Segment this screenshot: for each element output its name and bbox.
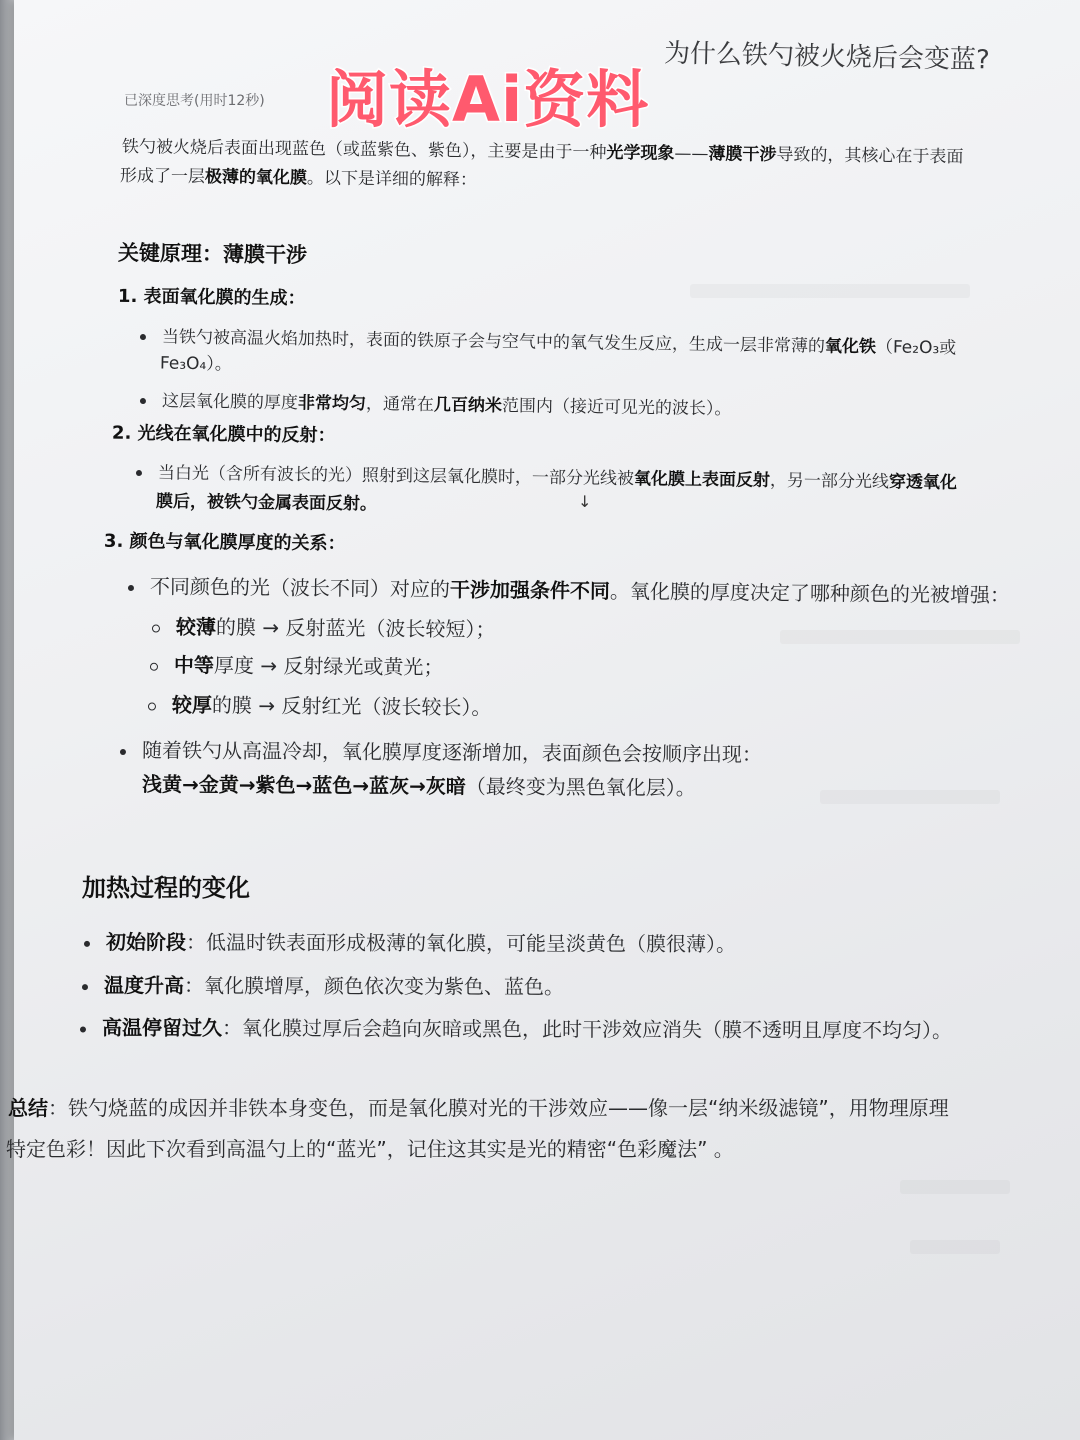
item-3-bullet-2: 随着铁勺从高温冷却，氧化膜厚度逐渐增加，表面颜色会按顺序出现： (120, 734, 762, 767)
bleed-through-text (910, 1240, 1000, 1254)
bleed-through-text (690, 284, 970, 298)
heat-item-3: 高温停留过久：氧化膜过厚后会趋向灰暗或黑色，此时干涉效应消失（膜不透明且厚度不均匀）。 (80, 1011, 952, 1043)
item-3-heading: 3. 颜色与氧化膜厚度的关系： (103, 530, 346, 555)
overlay-caption: 阅读Ai资料 (326, 63, 650, 136)
summary-line-1: 总结：铁勺烧蓝的成因并非铁本身变色，而是氧化膜对光的干涉效应——像一层“纳米级滤镜”，用物理原理 (8, 1096, 949, 1120)
item-2-bullet-1: 当白光（含所有波长的光）照射到这层氧化膜时，一部分光线被氧化膜上表面反射，另一部分光线穿透氧化 (136, 458, 957, 493)
document-title: 为什么铁勺被火烧后会变蓝? (663, 38, 991, 76)
circle-bullet-icon (148, 702, 156, 710)
item-1-heading: 1. 表面氧化膜的生成： (117, 285, 306, 310)
circle-bullet-icon (152, 624, 160, 632)
down-arrow-icon: ↓ (578, 492, 592, 511)
bullet-icon (84, 940, 90, 946)
bleed-through-text (780, 630, 1020, 644)
summary-line-2: 特定色彩！因此下次看到高温勺上的“蓝光”，记住这其实是光的精密“色彩魔法” 。 (6, 1137, 734, 1161)
thinking-note: 已深度思考(用时12秒) (124, 93, 265, 109)
intro-line-1: 铁勺被火烧后表面出现蓝色（或蓝紫色、紫色），主要是由于一种光学现象——薄膜干涉导致的，其核心在于表面 (121, 137, 964, 168)
bullet-icon (140, 398, 146, 404)
section-heading-heating: 加热过程的变化 (82, 874, 250, 902)
bleed-through-text (820, 790, 1000, 804)
item-3-sub-2: 中等厚度 → 反射绿光或黄光； (150, 649, 444, 681)
bullet-icon (120, 749, 126, 755)
heat-item-2: 温度升高：氧化膜增厚，颜色依次变为紫色、蓝色。 (82, 969, 564, 1000)
bullet-icon (136, 470, 142, 476)
item-3-bullet-1: 不同颜色的光（波长不同）对应的干涉加强条件不同。氧化膜的厚度决定了哪种颜色的光被增强： (128, 570, 1010, 608)
bleed-through-text (900, 1180, 1010, 1194)
section-heading-principle: 关键原理：薄膜干涉 (117, 240, 308, 268)
bullet-icon (80, 1026, 86, 1032)
item-1-bullet-1-cont: Fe₃O₄）。 (159, 353, 232, 375)
item-1-bullet-1: 当铁勺被高温火焰加热时，表面的铁原子会与空气中的氧气发生反应，生成一层非常薄的氧化铁（Fe₂O₃或 (140, 322, 957, 358)
bullet-icon (82, 984, 88, 990)
circle-bullet-icon (150, 662, 158, 670)
item-2-bullet-1-cont: 膜后，被铁勺金属表面反射。 (155, 491, 378, 515)
item-2-heading: 2. 光线在氧化膜中的反射： (111, 422, 336, 447)
item-3-sub-1: 较薄的膜 → 反射蓝光（波长较短）； (152, 611, 496, 643)
item-3-sub-3: 较厚的膜 → 反射红光（波长较长）。 (148, 689, 492, 721)
bullet-icon (140, 334, 146, 340)
item-1-bullet-2: 这层氧化膜的厚度非常均匀，通常在几百纳米范围内（接近可见光的波长）。 (140, 386, 732, 419)
bullet-icon (128, 585, 134, 591)
intro-line-2: 形成了一层极薄的氧化膜。以下是详细的解释： (119, 166, 478, 191)
item-3-bullet-2-cont: 浅黄→金黄→紫色→蓝色→蓝灰→灰暗（最终变为黑色氧化层）。 (141, 772, 696, 800)
heat-item-1: 初始阶段：低温时铁表面形成极薄的氧化膜，可能呈淡黄色（膜很薄）。 (84, 926, 736, 957)
